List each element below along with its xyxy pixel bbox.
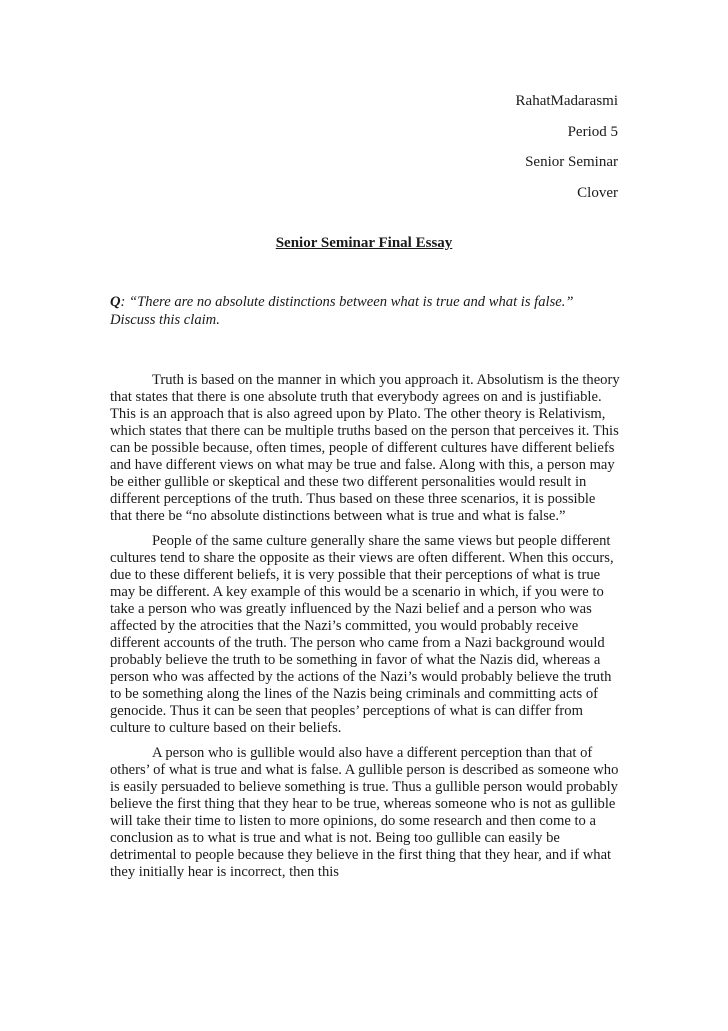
paragraph: A person who is gullible would also have a different perception than that of others’ of what is true and what is false. A gullible person is described as someone who is easily persuaded to believe something is true. Thus a gullible person would probably believe the first thing that they hear to be true, whereas someone who is not as gullible will take their time to listen to more opinions, do some research and then come to a conclusion as to what is true and what is not. Being too gullible can easily be detrimental to people because they believe in the first thing that they hear, and if what they initially hear is incorrect, then this [110, 745, 619, 880]
essay-question [110, 293, 620, 329]
paragraph: People of the same culture generally share the same views but people different cultures tend to share the opposite as their views are often different. When this occurs, due to these different beliefs, it is very possible that their perceptions of what is true may be different. A key example of this would be a scenario in which, if you were to take a person who was greatly influenced by the Nazi belief and a person who was affected by the atrocities that the Nazi’s committed, you would probably receive different accounts of the truth. The person who came from a Nazi background would probably believe the truth to be something in favor of what the Nazis did, whereas a person who was affected by the actions of the Nazi’s would probably believe the truth to be something along the lines of the Nazis being criminals and committing acts of genocide. Thus it can be seen that peoples’ perceptions of what is can differ from culture to culture based on their beliefs. [110, 533, 614, 736]
question-text: : “There are no absolute distinctions between what is true and what is false.” Discuss this claim. [110, 294, 574, 328]
essay-title: Senior Seminar Final Essay [275, 235, 453, 251]
author-header [516, 86, 618, 208]
course-name: Senior Seminar [525, 154, 618, 170]
class-period: Period 5 [567, 123, 618, 140]
author-name: RahatMadarasmi [515, 93, 618, 109]
teacher-name: Clover [577, 184, 618, 201]
question-label: Q [110, 294, 121, 310]
paragraph: Truth is based on the manner in which you approach it. Absolutism is the theory that states that there is one absolute truth that everybody agrees on and is justifiable. This is an approach that is also agreed upon by Plato. The other theory is Relativism, which states that there can be multiple truths based on the person that perceives it. This can be possible because, often times, people of different cultures have different beliefs and have different views on what may be true and false. Along with this, a person may be either gullible or skeptical and these two different personalities would result in different perceptions of the truth. Thus based on these three scenarios, it is possible that there be “no absolute distinctions between what is true and what is false.” [110, 372, 620, 524]
essay-body [110, 372, 620, 889]
